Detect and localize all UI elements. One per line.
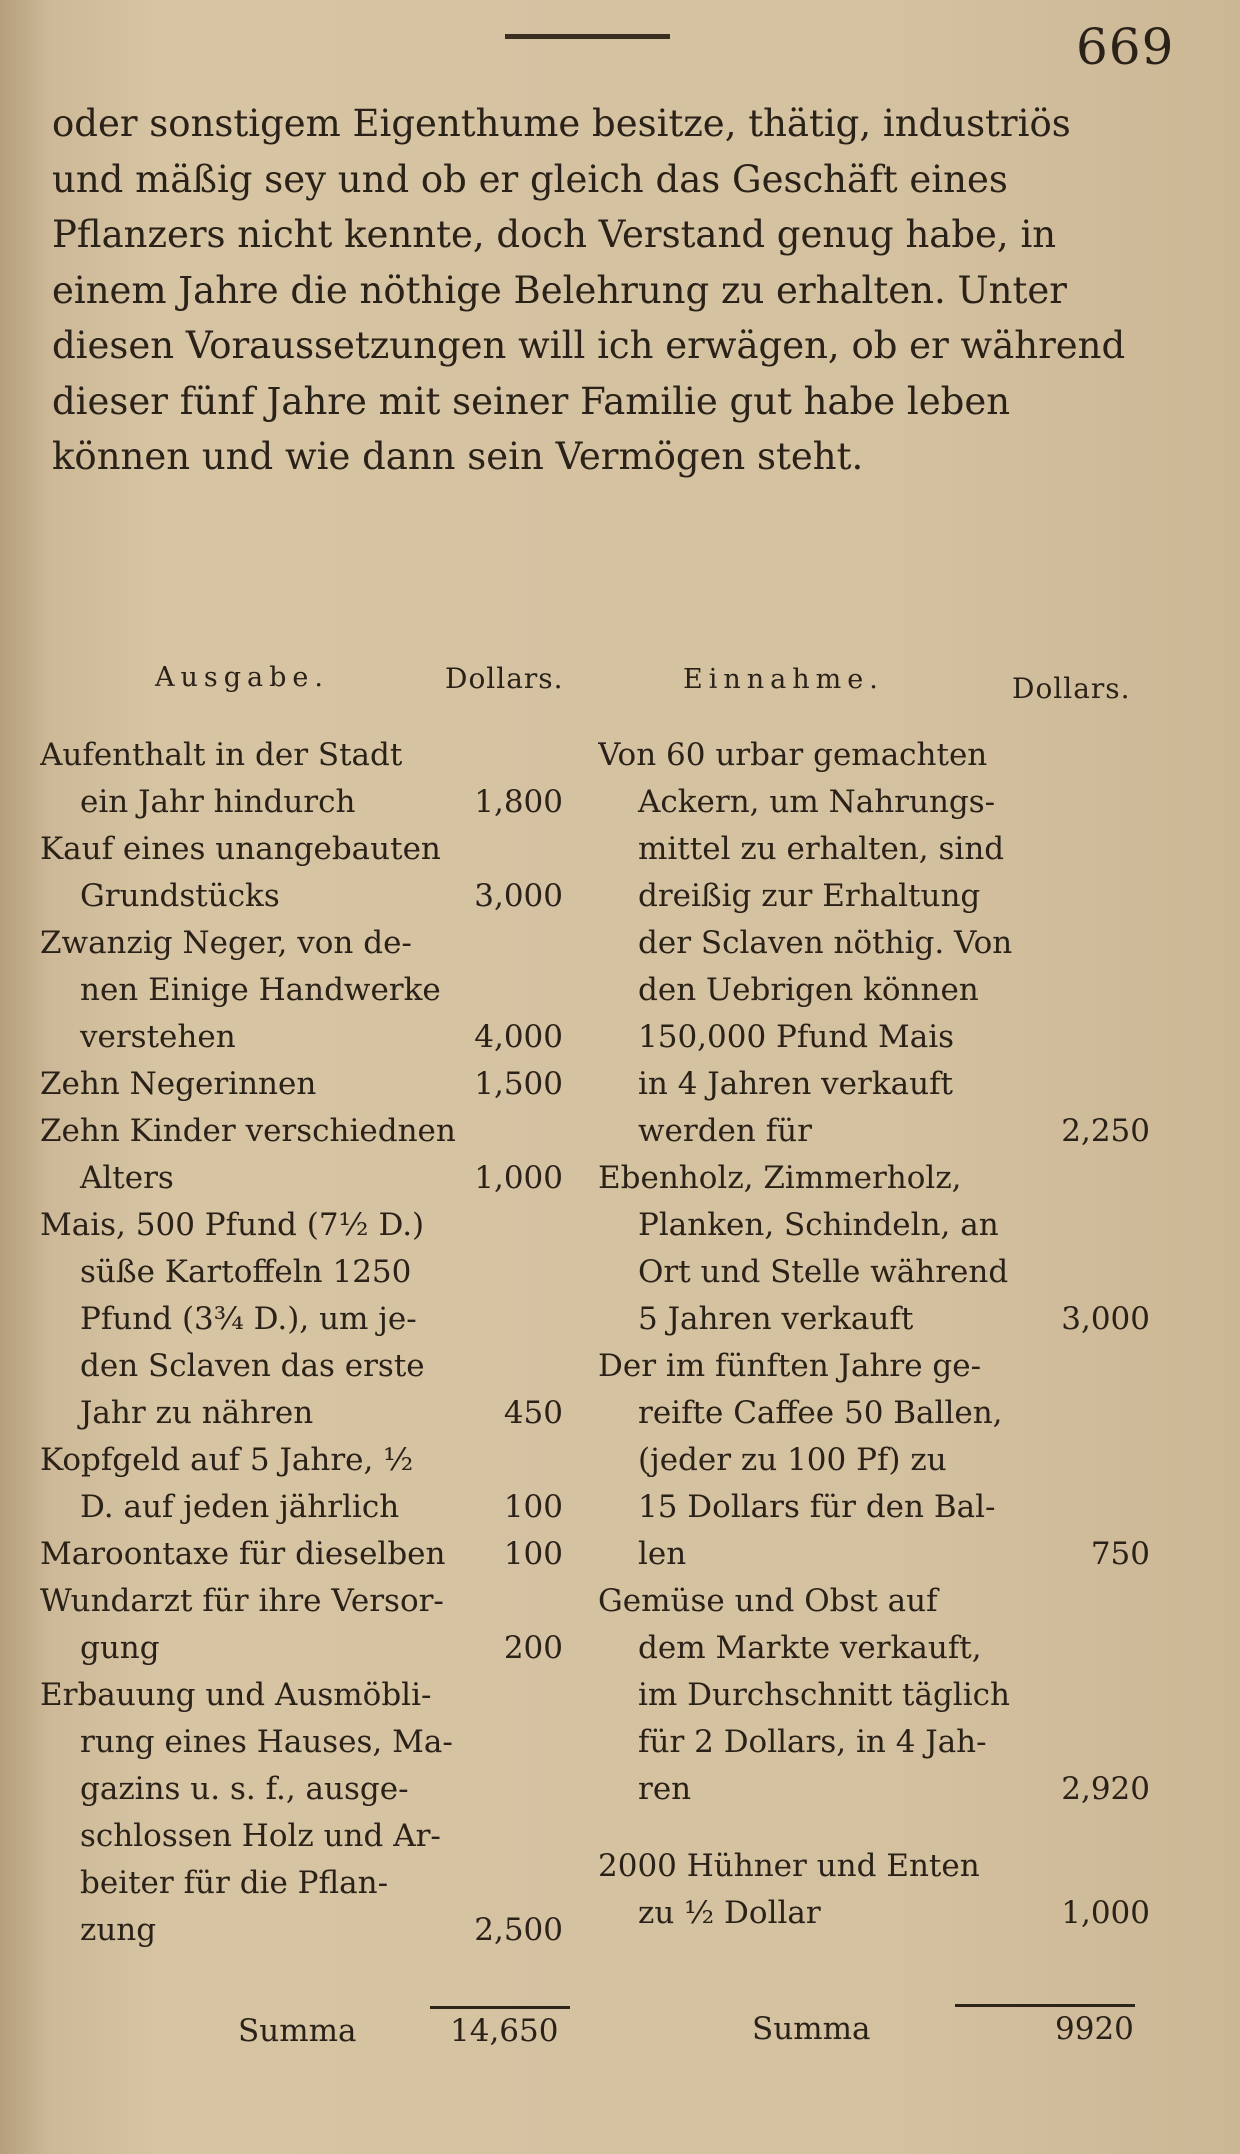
ausgabe-entry — [40, 1061, 588, 1108]
ausgabe-entry-line: D. auf jeden jährlich — [80, 1489, 400, 1525]
ausgabe-entry-line: verstehen — [80, 1019, 236, 1055]
ausgabe-entry-line: schlossen Holz und Ar- — [80, 1818, 441, 1854]
ausgabe-entry-line: Mais, 500 Pfund (7½ D.) — [40, 1207, 425, 1243]
einnahme-entry-line: Der im fünften Jahre ge- — [598, 1348, 982, 1384]
intro-line: oder sonstigem Eigenthume besitze, thätig, industriös — [52, 102, 1071, 145]
ausgabe-entry-line: Zehn Negerinnen — [40, 1066, 317, 1102]
einnahme-entry — [598, 732, 1158, 1155]
einnahme-entry-line: Ebenholz, Zimmerholz, — [598, 1160, 962, 1196]
einnahme-column — [598, 732, 1158, 1937]
einnahme-heading: Einnahme. — [683, 664, 884, 695]
einnahme-entry-line: ren — [638, 1771, 692, 1807]
ausgabe-entry-line: rung eines Hauses, Ma- — [80, 1724, 453, 1760]
ausgabe-entry-line: zung — [80, 1912, 157, 1948]
einnahme-sum-value: 9920 — [1055, 2011, 1134, 2047]
ausgabe-entry-amount: 3,000 — [474, 878, 563, 914]
einnahme-entry — [598, 1155, 1158, 1343]
einnahme-entry-line: Von 60 urbar gemachten — [598, 737, 988, 773]
ausgabe-entry — [40, 1202, 588, 1437]
einnahme-entry-line: werden für — [638, 1113, 812, 1149]
ausgabe-entry-line: den Sclaven das erste — [80, 1348, 425, 1384]
einnahme-entry-line: len — [638, 1536, 687, 1572]
ausgabe-entry-amount: 1,000 — [474, 1160, 563, 1196]
ausgabe-entry-amount: 200 — [503, 1630, 563, 1666]
einnahme-entry-amount: 750 — [1090, 1536, 1150, 1572]
ausgabe-entry — [40, 920, 588, 1061]
intro-paragraph — [52, 96, 1172, 485]
intro-line: und mäßig sey und ob er gleich das Geschäft eines — [52, 157, 1008, 201]
ausgabe-column — [40, 732, 588, 1954]
einnahme-entry-line: 150,000 Pfund Mais — [638, 1019, 955, 1055]
ausgabe-entry — [40, 1578, 588, 1672]
einnahme-unit-heading: Dollars. — [1012, 672, 1131, 705]
ausgabe-entry-line: Jahr zu nähren — [80, 1395, 314, 1431]
header-rule — [505, 34, 670, 39]
einnahme-entry-line: zu ½ Dollar — [638, 1895, 821, 1931]
ausgabe-entry-line: gung — [80, 1630, 160, 1666]
einnahme-entry-line: 2000 Hühner und Enten — [598, 1848, 980, 1884]
einnahme-entry — [598, 1343, 1158, 1578]
ausgabe-entry-line: Kopfgeld auf 5 Jahre, ½ — [40, 1442, 414, 1478]
einnahme-entry-line: reifte Caffee 50 Ballen, — [638, 1395, 1003, 1431]
ausgabe-sum-label: Summa — [238, 2013, 357, 2049]
ausgabe-entry-amount: 1,800 — [474, 784, 563, 820]
intro-line: diesen Voraussetzungen will ich erwägen, ob er während — [52, 324, 1126, 367]
einnahme-entry-line: mittel zu erhalten, sind — [638, 831, 1005, 867]
intro-line: können und wie dann sein Vermögen steht. — [52, 435, 864, 478]
einnahme-entry-line: Ackern, um Nahrungs- — [638, 784, 996, 820]
ausgabe-entry — [40, 1437, 588, 1531]
einnahme-entry-amount: 2,920 — [1061, 1771, 1150, 1807]
ausgabe-entry-line: Grundstücks — [80, 878, 280, 914]
ausgabe-entry-amount: 100 — [503, 1489, 563, 1525]
ausgabe-entry-amount: 4,000 — [474, 1019, 563, 1055]
ausgabe-entry-amount: 100 — [503, 1536, 563, 1572]
einnahme-entry-line: (jeder zu 100 Pf) zu — [638, 1442, 947, 1478]
einnahme-entry-line: 15 Dollars für den Bal- — [638, 1489, 996, 1525]
einnahme-entry-amount: 2,250 — [1061, 1113, 1150, 1149]
ausgabe-entry-line: beiter für die Pflan- — [80, 1865, 389, 1901]
ausgabe-entry — [40, 826, 588, 920]
einnahme-sum-rule — [955, 2004, 1135, 2007]
ausgabe-entry-line: Alters — [80, 1160, 174, 1196]
ausgabe-entry-amount: 1,500 — [474, 1066, 563, 1102]
ausgabe-entry-line: Zehn Kinder verschiednen — [40, 1113, 456, 1149]
ausgabe-entry-line: Pfund (3¾ D.), um je- — [80, 1301, 417, 1337]
einnahme-entry-amount: 3,000 — [1061, 1301, 1150, 1337]
ausgabe-entry — [40, 1531, 588, 1578]
einnahme-entry-line: 5 Jahren verkauft — [638, 1301, 914, 1337]
einnahme-entry — [598, 1843, 1158, 1937]
ausgabe-entry — [40, 1108, 588, 1202]
einnahme-entry-line: dreißig zur Erhaltung — [638, 878, 981, 914]
ausgabe-entry-line: gazins u. s. f., ausge- — [80, 1771, 409, 1807]
einnahme-entry — [598, 1578, 1158, 1813]
ausgabe-heading: Ausgabe. — [155, 662, 329, 693]
einnahme-entry-line: Planken, Schindeln, an — [638, 1207, 999, 1243]
ausgabe-entry-amount: 450 — [503, 1395, 563, 1431]
einnahme-entry-line: den Uebrigen können — [638, 972, 979, 1008]
ausgabe-unit-heading: Dollars. — [445, 662, 564, 695]
ausgabe-entry — [40, 1672, 588, 1954]
einnahme-entry-line: im Durchschnitt täglich — [638, 1677, 1010, 1713]
ausgabe-entry-line: nen Einige Handwerke — [80, 972, 441, 1008]
intro-line: dieser fünf Jahre mit seiner Familie gut habe leben — [52, 379, 1011, 423]
ausgabe-entry — [40, 732, 588, 826]
entry-gap — [598, 1813, 1158, 1843]
einnahme-entry-line: der Sclaven nöthig. Von — [638, 925, 1013, 961]
einnahme-entry-line: dem Markte verkauft, — [638, 1630, 982, 1666]
ausgabe-entry-line: Erbauung und Ausmöbli- — [40, 1677, 432, 1713]
ausgabe-sum-rule — [430, 2006, 570, 2009]
einnahme-entry-amount: 1,000 — [1061, 1895, 1150, 1931]
ausgabe-entry-amount: 2,500 — [474, 1912, 563, 1948]
intro-line: einem Jahre die nöthige Belehrung zu erhalten. Unter — [52, 268, 1067, 312]
einnahme-entry-line: Ort und Stelle während — [638, 1254, 1009, 1290]
einnahme-entry-line: für 2 Dollars, in 4 Jah- — [638, 1724, 987, 1760]
einnahme-sum-label: Summa — [752, 2011, 871, 2047]
ausgabe-entry-line: Kauf eines unangebauten — [40, 831, 441, 867]
einnahme-entry-line: Gemüse und Obst auf — [598, 1583, 938, 1619]
ausgabe-entry-line: süße Kartoffeln 1250 — [80, 1254, 412, 1290]
ausgabe-entry-line: Zwanzig Neger, von de- — [40, 925, 412, 961]
einnahme-entry-line: in 4 Jahren verkauft — [638, 1066, 954, 1102]
intro-line: Pflanzers nicht kennte, doch Verstand genug habe, in — [52, 213, 1057, 256]
ausgabe-entry-line: Aufenthalt in der Stadt — [40, 737, 403, 773]
ausgabe-entry-line: Wundarzt für ihre Versor- — [40, 1583, 444, 1619]
ausgabe-sum-value: 14,650 — [450, 2013, 559, 2049]
ausgabe-entry-line: ein Jahr hindurch — [80, 784, 356, 820]
ausgabe-entry-line: Maroontaxe für dieselben — [40, 1536, 446, 1572]
page-number: 669 — [1076, 18, 1175, 76]
